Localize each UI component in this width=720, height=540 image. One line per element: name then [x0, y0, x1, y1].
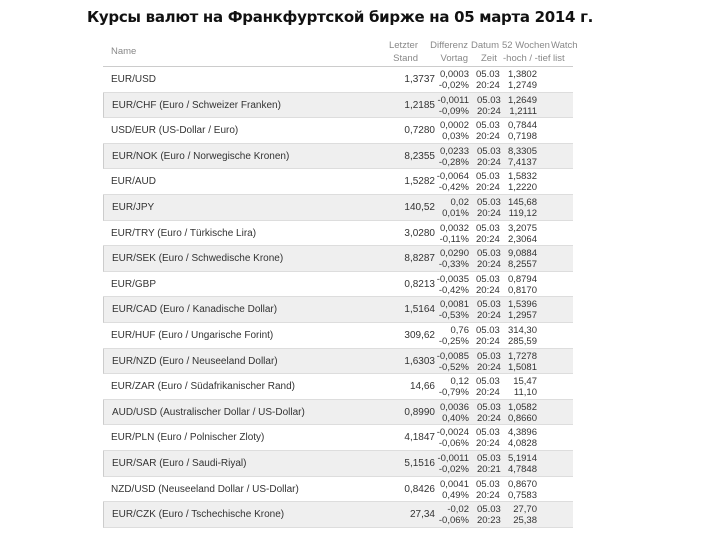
- week52-high: 1,7278: [507, 350, 537, 362]
- last-value: 1,5282: [404, 176, 435, 188]
- time: 20:24: [476, 387, 500, 399]
- change-percent: 0,40%: [442, 412, 469, 424]
- currency-name: EUR/NOK (Euro / Norwegische Kronen): [112, 150, 290, 162]
- change-value: 0,0002: [439, 120, 469, 132]
- table-row[interactable]: [103, 297, 573, 323]
- table-row[interactable]: [103, 374, 573, 400]
- currency-name: AUD/USD (Australischer Dollar / US-Dollar): [112, 406, 305, 418]
- time: 20:24: [477, 156, 501, 168]
- week52-high: 4,3896: [507, 427, 537, 439]
- last-value: 3,0280: [404, 227, 435, 239]
- week52-low: 1,5081: [507, 361, 537, 373]
- header-diff-2: Vortag: [440, 53, 468, 64]
- last-value: 0,8990: [404, 406, 435, 418]
- week52-low: 1,2749: [507, 80, 537, 91]
- change-percent: -0,79%: [438, 387, 469, 399]
- date: 05.03: [477, 248, 501, 260]
- week52-low: 0,8660: [507, 412, 537, 424]
- date: 05.03: [477, 504, 501, 516]
- change-percent: -0,02%: [438, 463, 469, 475]
- week52-low: 1,2220: [507, 182, 537, 194]
- header-watch-2: list: [553, 53, 565, 64]
- week52-high: 8,3305: [507, 145, 537, 157]
- header-52w-1: 52 Wochen: [502, 40, 550, 51]
- date: 05.03: [476, 69, 500, 80]
- currency-name: EUR/CAD (Euro / Kanadische Dollar): [112, 304, 278, 316]
- time: 20:24: [477, 412, 501, 424]
- change-value: 0,12: [450, 376, 469, 388]
- date: 05.03: [477, 196, 501, 208]
- change-value: -0,0085: [436, 350, 469, 362]
- slide-title: Курсы валют на Франкфуртской бирже на 05 марта 2014 г.: [86, 8, 594, 26]
- week52-low: 11,10: [513, 387, 537, 399]
- currency-table: [103, 38, 578, 528]
- last-value: 1,3737: [404, 74, 435, 85]
- last-value: 5,1516: [404, 457, 435, 469]
- table-row[interactable]: [103, 502, 573, 528]
- last-value: 1,5164: [404, 304, 435, 316]
- week52-high: 9,0884: [507, 248, 537, 260]
- time: 20:24: [477, 259, 501, 271]
- last-value: 8,8287: [404, 253, 435, 265]
- week52-high: 1,0582: [507, 401, 537, 413]
- header-52w-2: -hoch / -tief: [503, 53, 551, 64]
- change-percent: -0,28%: [438, 156, 469, 168]
- change-percent: -0,25%: [438, 335, 469, 347]
- change-value: 0,0003: [439, 69, 469, 80]
- change-percent: -0,42%: [438, 182, 469, 194]
- time: 20:24: [476, 438, 500, 450]
- week52-low: 0,8170: [507, 284, 537, 296]
- change-value: -0,0035: [436, 273, 469, 285]
- currency-name: EUR/CHF (Euro / Schweizer Franken): [112, 99, 281, 111]
- table-row[interactable]: [103, 400, 573, 426]
- table-row[interactable]: [103, 118, 573, 144]
- change-value: -0,0011: [437, 94, 469, 106]
- table-row[interactable]: [103, 169, 573, 195]
- header-last-1: Letzter: [388, 40, 418, 51]
- time: 20:24: [477, 105, 501, 117]
- last-value: 8,2355: [404, 150, 435, 162]
- table-row[interactable]: [103, 221, 573, 247]
- change-value: 0,0081: [439, 299, 469, 311]
- table-row[interactable]: [103, 144, 573, 170]
- currency-name: EUR/AUD: [111, 176, 157, 188]
- week52-high: 3,2075: [507, 222, 537, 234]
- table-row[interactable]: [103, 246, 573, 272]
- date: 05.03: [477, 452, 501, 464]
- time: 20:23: [477, 515, 501, 527]
- week52-high: 0,8670: [507, 478, 537, 490]
- table-row[interactable]: [103, 425, 573, 451]
- date: 05.03: [476, 376, 500, 388]
- time: 20:24: [476, 80, 500, 91]
- last-value: 0,8213: [404, 278, 435, 290]
- currency-name: EUR/USD: [111, 74, 157, 85]
- last-value: 140,52: [404, 201, 435, 213]
- week52-high: 15,47: [513, 376, 537, 388]
- change-value: 0,0233: [439, 145, 469, 157]
- change-percent: -0,52%: [438, 361, 469, 373]
- last-value: 4,1847: [404, 432, 435, 444]
- week52-high: 27,70: [513, 504, 537, 516]
- header-last-2: Stand: [393, 53, 418, 64]
- last-value: 309,62: [404, 329, 435, 341]
- week52-high: 1,5396: [507, 299, 537, 311]
- currency-name: EUR/SAR (Euro / Saudi-Riyal): [112, 457, 247, 469]
- week52-high: 1,5832: [507, 171, 537, 183]
- currency-name: EUR/SEK (Euro / Schwedische Krone): [112, 253, 284, 265]
- last-value: 14,66: [409, 381, 435, 393]
- currency-name: EUR/JPY: [112, 201, 155, 213]
- header-diff-1: Differenz: [430, 40, 468, 51]
- time: 20:24: [476, 335, 500, 347]
- last-value: 0,8426: [404, 483, 435, 495]
- week52-low: 7,4137: [507, 156, 537, 168]
- change-value: 0,0290: [439, 248, 469, 260]
- date: 05.03: [477, 299, 501, 311]
- date: 05.03: [477, 94, 501, 106]
- currency-name: USD/EUR (US-Dollar / Euro): [111, 125, 239, 137]
- date: 05.03: [477, 401, 501, 413]
- date: 05.03: [476, 120, 500, 132]
- currency-name: EUR/CZK (Euro / Tschechische Krone): [112, 509, 285, 521]
- week52-high: 0,7844: [507, 120, 537, 132]
- week52-high: 145,68: [507, 196, 537, 208]
- currency-name: EUR/NZD (Euro / Neuseeland Dollar): [112, 355, 278, 367]
- change-percent: 0,01%: [442, 207, 469, 219]
- week52-low: 25,38: [513, 515, 537, 527]
- time: 20:24: [476, 131, 500, 143]
- change-value: 0,0036: [439, 401, 469, 413]
- time: 20:24: [477, 207, 501, 219]
- change-percent: -0,33%: [438, 259, 469, 271]
- change-percent: -0,53%: [438, 310, 469, 322]
- week52-high: 1,3802: [507, 69, 537, 80]
- change-value: 0,76: [450, 324, 469, 336]
- week52-low: 1,2957: [507, 310, 537, 322]
- table-row[interactable]: [103, 195, 573, 221]
- table-row[interactable]: [103, 323, 573, 349]
- week52-low: 8,2557: [507, 259, 537, 271]
- week52-low: 1,2111: [509, 105, 537, 117]
- currency-name: EUR/ZAR (Euro / Südafrikanischer Rand): [111, 381, 295, 393]
- table-row[interactable]: [103, 477, 573, 503]
- table-row[interactable]: [103, 93, 573, 119]
- week52-low: 4,0828: [507, 438, 537, 450]
- change-value: 0,02: [450, 196, 469, 208]
- date: 05.03: [476, 427, 500, 439]
- header-name: Name: [111, 46, 137, 57]
- date: 05.03: [477, 350, 501, 362]
- date: 05.03: [476, 324, 500, 336]
- time: 20:21: [477, 463, 501, 475]
- change-percent: -0,11%: [439, 233, 469, 245]
- table-row[interactable]: [103, 67, 573, 93]
- last-value: 27,34: [409, 509, 435, 521]
- week52-high: 314,30: [507, 324, 537, 336]
- time: 20:24: [476, 489, 500, 501]
- change-percent: -0,02%: [438, 80, 469, 91]
- week52-high: 1,2649: [507, 94, 537, 106]
- currency-name: EUR/HUF (Euro / Ungarische Forint): [111, 329, 274, 341]
- currency-name: EUR/GBP: [111, 278, 157, 290]
- currency-name: NZD/USD (Neuseeland Dollar / US-Dollar): [111, 483, 299, 495]
- change-value: 0,0041: [439, 478, 469, 490]
- last-value: 1,2185: [404, 99, 435, 111]
- currency-name: EUR/TRY (Euro / Türkische Lira): [111, 227, 257, 239]
- table-row[interactable]: [103, 349, 573, 375]
- date: 05.03: [476, 273, 500, 285]
- week52-low: 285,59: [507, 335, 537, 347]
- week52-low: 0,7583: [507, 489, 537, 501]
- table-header: [103, 38, 578, 67]
- week52-high: 0,8794: [507, 273, 537, 285]
- change-value: -0,0011: [437, 452, 469, 464]
- change-value: -0,0064: [436, 171, 469, 183]
- change-percent: 0,03%: [442, 131, 469, 143]
- week52-low: 119,12: [508, 207, 537, 219]
- header-watch-1: Watch: [551, 40, 578, 51]
- time: 20:24: [476, 182, 500, 194]
- change-value: -0,0024: [436, 427, 469, 439]
- change-percent: 0,49%: [442, 489, 469, 501]
- table-row[interactable]: [103, 451, 573, 477]
- time: 20:24: [476, 284, 500, 296]
- change-percent: -0,09%: [438, 105, 469, 117]
- time: 20:24: [477, 310, 501, 322]
- date: 05.03: [476, 478, 500, 490]
- date: 05.03: [476, 222, 500, 234]
- last-value: 1,6303: [404, 355, 435, 367]
- time: 20:24: [477, 361, 501, 373]
- time: 20:24: [476, 233, 500, 245]
- change-percent: -0,42%: [438, 284, 469, 296]
- week52-low: 4,7848: [507, 463, 537, 475]
- table-row[interactable]: [103, 272, 573, 298]
- week52-high: 5,1914: [507, 452, 537, 464]
- change-percent: -0,06%: [438, 438, 469, 450]
- currency-name: EUR/PLN (Euro / Polnischer Zloty): [111, 432, 265, 444]
- change-percent: -0,06%: [438, 515, 469, 527]
- change-value: 0,0032: [439, 222, 469, 234]
- date: 05.03: [477, 145, 501, 157]
- week52-low: 0,7198: [507, 131, 537, 143]
- week52-low: 2,3064: [507, 233, 537, 245]
- header-date-1: Datum: [471, 40, 499, 51]
- change-value: -0,02: [447, 504, 469, 516]
- date: 05.03: [476, 171, 500, 183]
- last-value: 0,7280: [404, 125, 435, 137]
- header-date-2: Zeit: [481, 53, 497, 64]
